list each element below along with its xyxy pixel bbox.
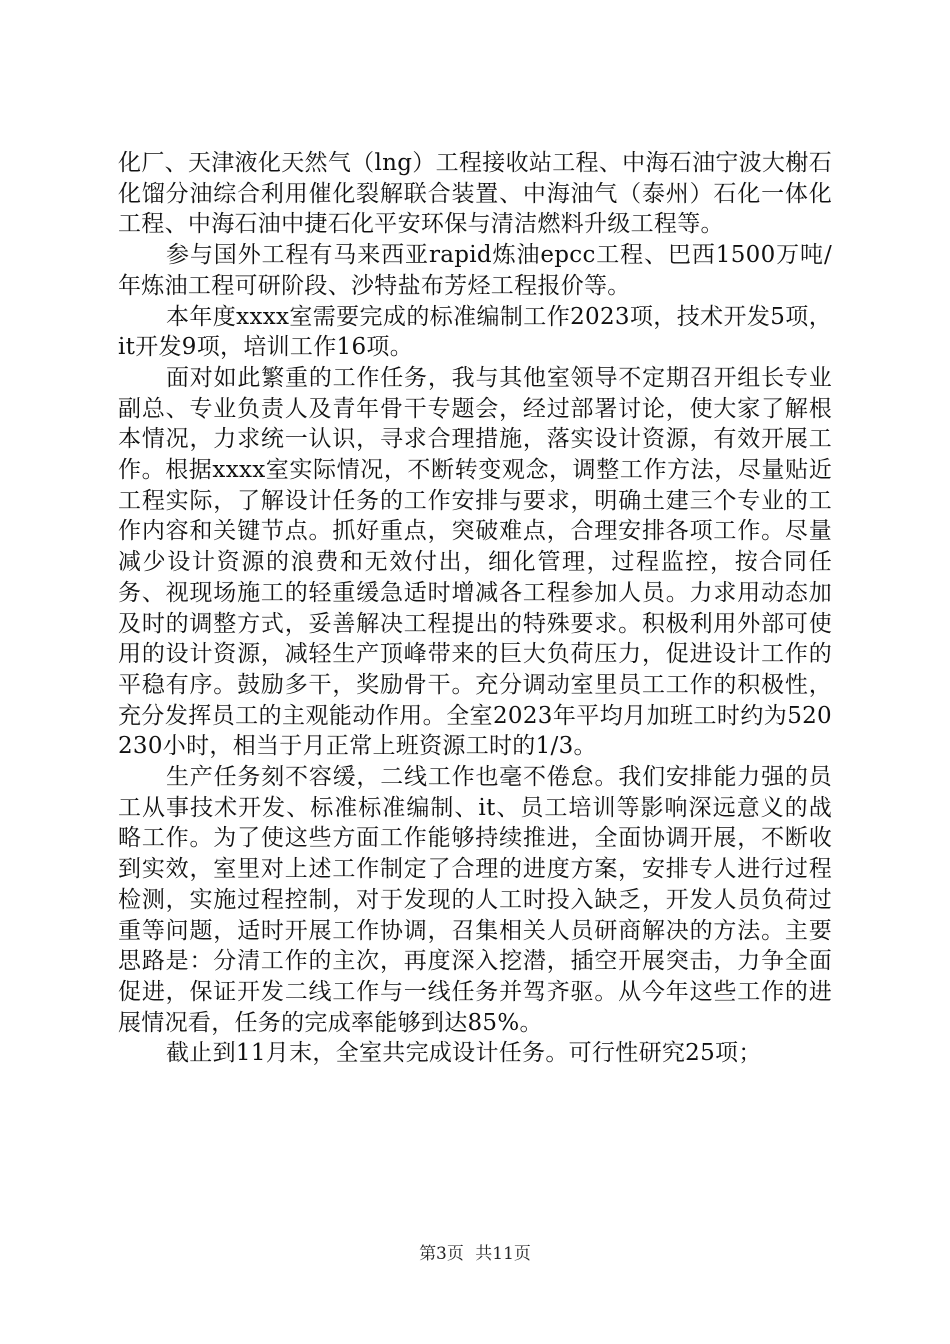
- paragraph-work-management: 面对如此繁重的工作任务，我与其他室领导不定期召开组长专业副总、专业负责人及青年骨干专题会，经过部署讨论，使大家了解根本情况，力求统一认识，寻求合理措施，落实设计资源，有效开展工作。根据xxxx室实际情况，不断转变观念，调整工作方法，尽量贴近工程实际，了解设计任务的工作安排与要求，明确土建三个专业的工作内容和关键节点。抓好重点，突破难点，合理安排各项工作。尽量减少设计资源的浪费和无效付出，细化管理，过程监控，按合同任务、视现场施工的轻重缓急适时增减各工程参加人员。力求用动态加及时的调整方式，妥善解决工程提出的特殊要求。积极利用外部可使用的设计资源，减轻生产顶峰带来的巨大负荷压力，促进设计工作的平稳有序。鼓励多干，奖励骨干。充分调动室里员工工作的积极性，充分发挥员工的主观能动作用。全室2023年平均月加班工时约为520230小时，相当于月正常上班资源工时的1/3。: [118, 364, 832, 760]
- paragraph-annual-tasks: 本年度xxxx室需要完成的标准编制工作2023项，技术开发5项，it开发9项，培训工作16项。: [118, 303, 832, 361]
- document-body: [118, 148, 832, 1069]
- paragraph-overseas-projects: 参与国外工程有马来西亚rapid炼油epcc工程、巴西1500万吨/年炼油工程可研阶段、沙特盐布芳烃工程报价等。: [118, 242, 832, 299]
- current-page-number: 第3页: [419, 1244, 464, 1264]
- total-pages: 共11页: [475, 1244, 531, 1264]
- page-footer: [0, 1243, 950, 1265]
- paragraph-project-list-continued: 化厂、天津液化天然气（lng）工程接收站工程、中海石油宁波大榭石化馏分油综合利用催化裂解联合装置、中海油气（泰州）石化一体化工程、中海石油中捷石化平安环保与清洁燃料升级工程等。: [118, 150, 832, 238]
- paragraph-completion-summary: 截止到11月末，全室共完成设计任务。可行性研究25项；: [166, 1040, 762, 1067]
- paragraph-second-line-work: 生产任务刻不容缓，二线工作也毫不倦怠。我们安排能力强的员工从事技术开发、标准标准编制、it、员工培训等影响深远意义的战略工作。为了使这些方面工作能够持续推进，全面协调开展，不断收到实效，室里对上述工作制定了合理的进度方案，安排专人进行过程检测，实施过程控制，对于发现的人工时投入缺乏，开发人员负荷过重等问题，适时开展工作协调，召集相关人员研商解决的方法。主要思路是：分清工作的主次，再度深入挖潜，插空开展突击，力争全面促进，保证开发二线工作与一线任务并驾齐驱。从今年这些工作的进展情况看，任务的完成率能够到达85%。: [118, 764, 832, 1036]
